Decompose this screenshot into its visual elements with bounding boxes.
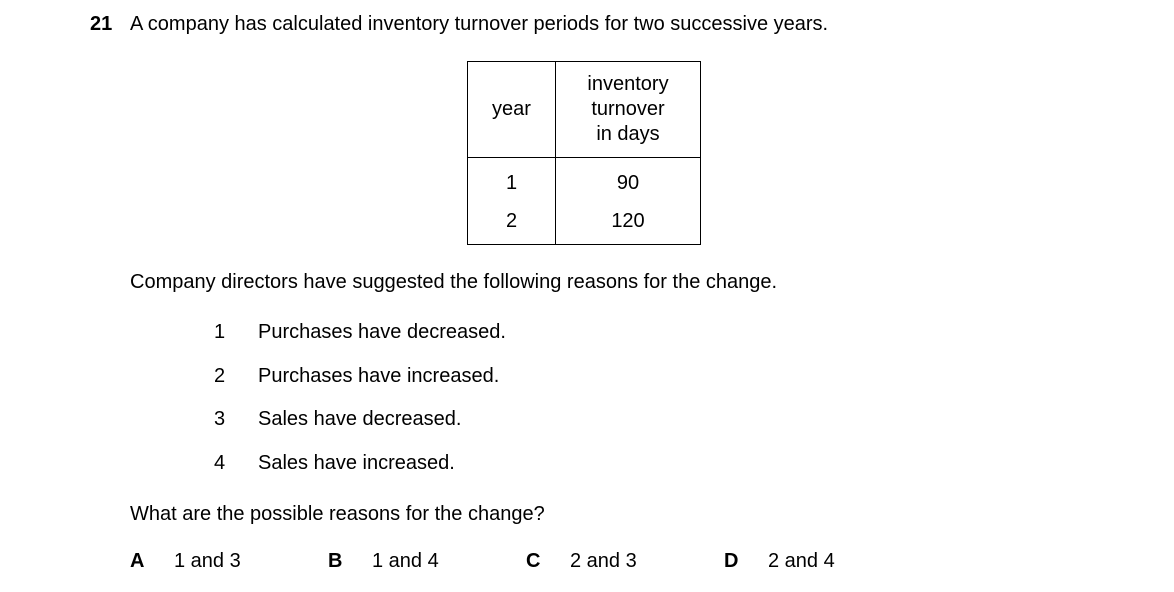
option-letter: A [130, 550, 145, 572]
reason-number: 4 [214, 452, 226, 474]
cell-year: 2 [468, 208, 556, 245]
header-line-3: in days [596, 123, 660, 145]
answer-option-b[interactable] [328, 549, 439, 573]
reason-number: 1 [214, 321, 226, 343]
option-letter: D [724, 550, 739, 572]
question-number: 21 [90, 13, 113, 35]
header-line-1: inventory [587, 73, 669, 95]
question-stem: A company has calculated inventory turnover periods for two successive years. [130, 13, 829, 35]
table-header-row [468, 62, 701, 158]
option-text: 1 and 3 [174, 550, 241, 572]
header-year: year [468, 62, 556, 158]
answer-option-c[interactable] [526, 549, 637, 573]
reason-item [214, 451, 455, 475]
cell-days: 120 [556, 208, 701, 245]
table-row [468, 208, 701, 245]
inventory-table [467, 61, 701, 245]
reason-text: Purchases have decreased. [258, 321, 506, 343]
reason-number: 2 [214, 365, 226, 387]
reason-item [214, 320, 506, 344]
reason-text: Purchases have increased. [258, 365, 500, 387]
option-text: 2 and 4 [768, 550, 835, 572]
reason-number: 3 [214, 408, 226, 430]
reason-item [214, 364, 499, 388]
option-letter: B [328, 550, 343, 572]
option-letter: C [526, 550, 541, 572]
reason-text: Sales have decreased. [258, 408, 462, 430]
header-inventory-turnover [556, 62, 701, 158]
option-text: 2 and 3 [570, 550, 637, 572]
reason-text: Sales have increased. [258, 452, 455, 474]
answer-option-d[interactable] [724, 549, 835, 573]
option-text: 1 and 4 [372, 550, 439, 572]
header-line-2: turnover [591, 98, 665, 120]
reason-item [214, 407, 461, 431]
table-row [468, 158, 701, 209]
cell-year: 1 [468, 158, 556, 209]
question-prompt: What are the possible reasons for the change? [130, 503, 545, 525]
cell-days: 90 [556, 158, 701, 209]
reasons-intro: Company directors have suggested the following reasons for the change. [130, 271, 778, 293]
answer-option-a[interactable] [130, 549, 241, 573]
